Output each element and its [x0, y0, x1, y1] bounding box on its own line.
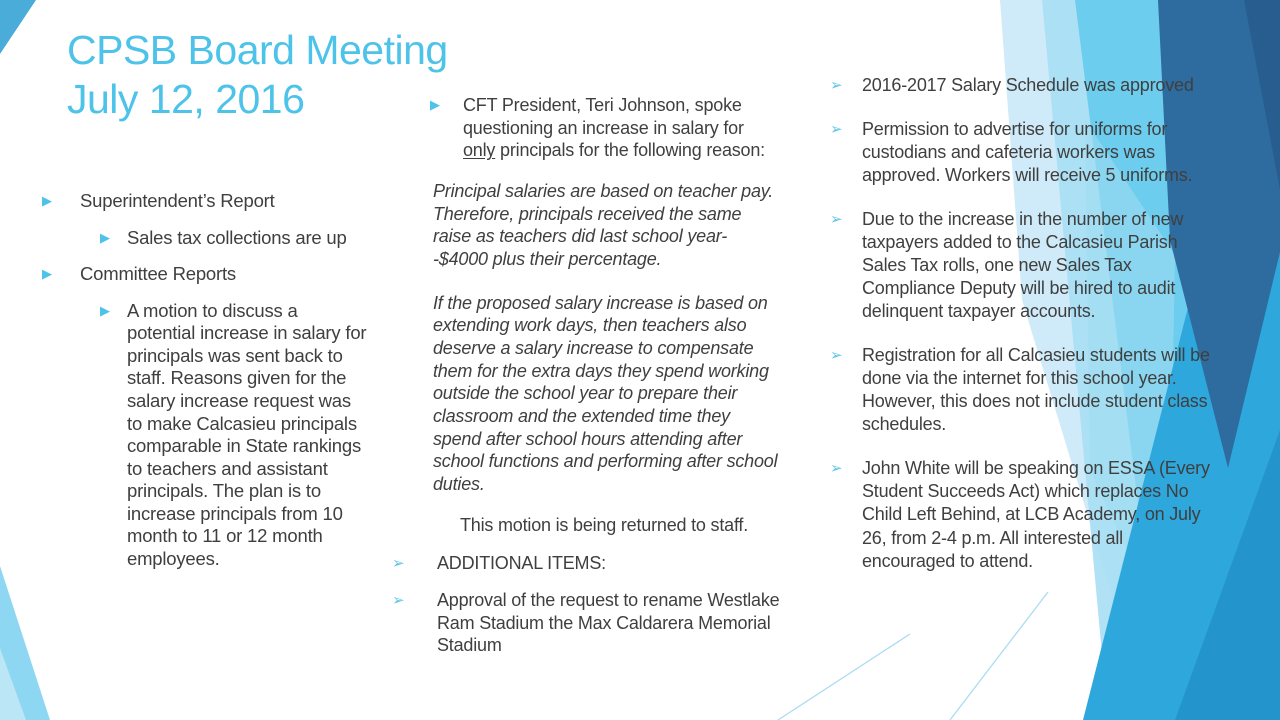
list-item-text: John White will be speaking on ESSA (Every Student Succeeds Act) which replaces No Child Left Behind, at LCB Academy, on July 26, from 2-4 p.m. All interested all encouraged to attend.	[862, 458, 1210, 571]
list-item-additional-items	[392, 552, 792, 575]
bullet-arrow-icon: ➢	[392, 591, 405, 610]
bullet-arrow-icon: ➢	[830, 346, 843, 365]
returned-to-staff-note: This motion is being returned to staff.	[460, 514, 749, 535]
list-item-stadium-rename	[392, 589, 792, 657]
bullet-arrow-icon: ➢	[830, 210, 843, 229]
list-item-text: Approval of the request to rename Westlake Ram Stadium the Max Caldarera Memorial Stadium	[437, 590, 780, 656]
left-column	[42, 190, 384, 584]
bullet-arrow-icon: ➢	[830, 120, 843, 139]
list-item-text: Due to the increase in the number of new taxpayers added to the Calcasieu Parish Sales Tax rolls, one new Sales Tax Compliance Deputy will be hired to audit delinquent taxpayer accounts.	[862, 209, 1184, 322]
list-item-text: Registration for all Calcasieu students will be done via the internet for this school year. However, this does not include student class schedules.	[862, 345, 1210, 435]
cft-text-post: principals for the following reason:	[495, 140, 765, 161]
list-item-uniforms	[830, 118, 1220, 187]
facet-edge-line	[950, 592, 1048, 720]
bottom-left-wedge	[0, 566, 50, 720]
list-item-text: Permission to advertise for uniforms for custodians and cafeteria workers was approved. Workers will receive 5 uniforms.	[862, 119, 1193, 186]
list-item-committee-reports	[42, 263, 384, 286]
bullet-arrow-icon: ➢	[830, 76, 843, 94]
quote-paragraph-1: Principal salaries are based on teacher pay. Therefore, principals received the same raise as teachers did last school year--$4000 plus their percentage.	[433, 181, 774, 270]
list-item-registration	[830, 344, 1220, 436]
bullet-triangle-icon: ▶	[42, 194, 52, 209]
bullet-triangle-icon: ▶	[100, 230, 110, 246]
facet-edge-line	[778, 634, 910, 720]
list-item-cft-president	[430, 94, 792, 162]
list-item-text: Superintendent’s Report	[80, 190, 275, 211]
list-item-text: Sales tax collections are up	[127, 226, 347, 248]
bullet-arrow-icon: ➢	[392, 554, 405, 573]
right-column	[830, 74, 1220, 594]
list-item-text: 2016-2017 Salary Schedule was approved	[862, 75, 1194, 95]
slide-title-line1: CPSB Board Meeting	[67, 27, 448, 73]
list-item-sales-tax-deputy	[830, 208, 1220, 323]
list-item-superintendents-report	[42, 190, 384, 213]
bullet-arrow-icon: ➢	[830, 459, 843, 478]
bullet-triangle-icon: ▶	[430, 98, 440, 113]
middle-column	[392, 94, 792, 671]
slide-title	[67, 26, 448, 124]
list-item-salary-motion	[100, 300, 384, 571]
quote-paragraph-2: If the proposed salary increase is based on extending work days, then teachers also deserve a salary increase to compensate them for the extra days they spend working outside the school year to prepare their classroom and the extended time they spend after school hours attending after school functions and performing after school duties.	[433, 292, 778, 495]
list-item-john-white-essa	[830, 457, 1220, 572]
list-item-sales-tax	[100, 227, 384, 250]
bullet-triangle-icon: ▶	[42, 267, 52, 283]
top-left-sliver	[0, 0, 36, 54]
list-item-text: ADDITIONAL ITEMS:	[437, 553, 606, 574]
list-item-text: A motion to discuss a potential increase in salary for principals was sent back to staff. Reasons given for the salary increase request was to make Calcasieu principals comparable in State rankings to teachers and assistant principals. The plan is to increase principals from 10 month to 11 or 12 month employees.	[127, 299, 367, 569]
cft-text-pre: CFT President, Teri Johnson, spoke questioning an increase in salary for	[463, 95, 744, 138]
bullet-triangle-icon: ▶	[100, 303, 110, 319]
list-item-salary-schedule	[830, 74, 1220, 97]
slide-title-line2: July 12, 2016	[67, 76, 305, 123]
cft-text-underlined: only	[463, 140, 496, 161]
list-item-text	[463, 94, 771, 162]
list-item-text: Committee Reports	[80, 263, 236, 285]
